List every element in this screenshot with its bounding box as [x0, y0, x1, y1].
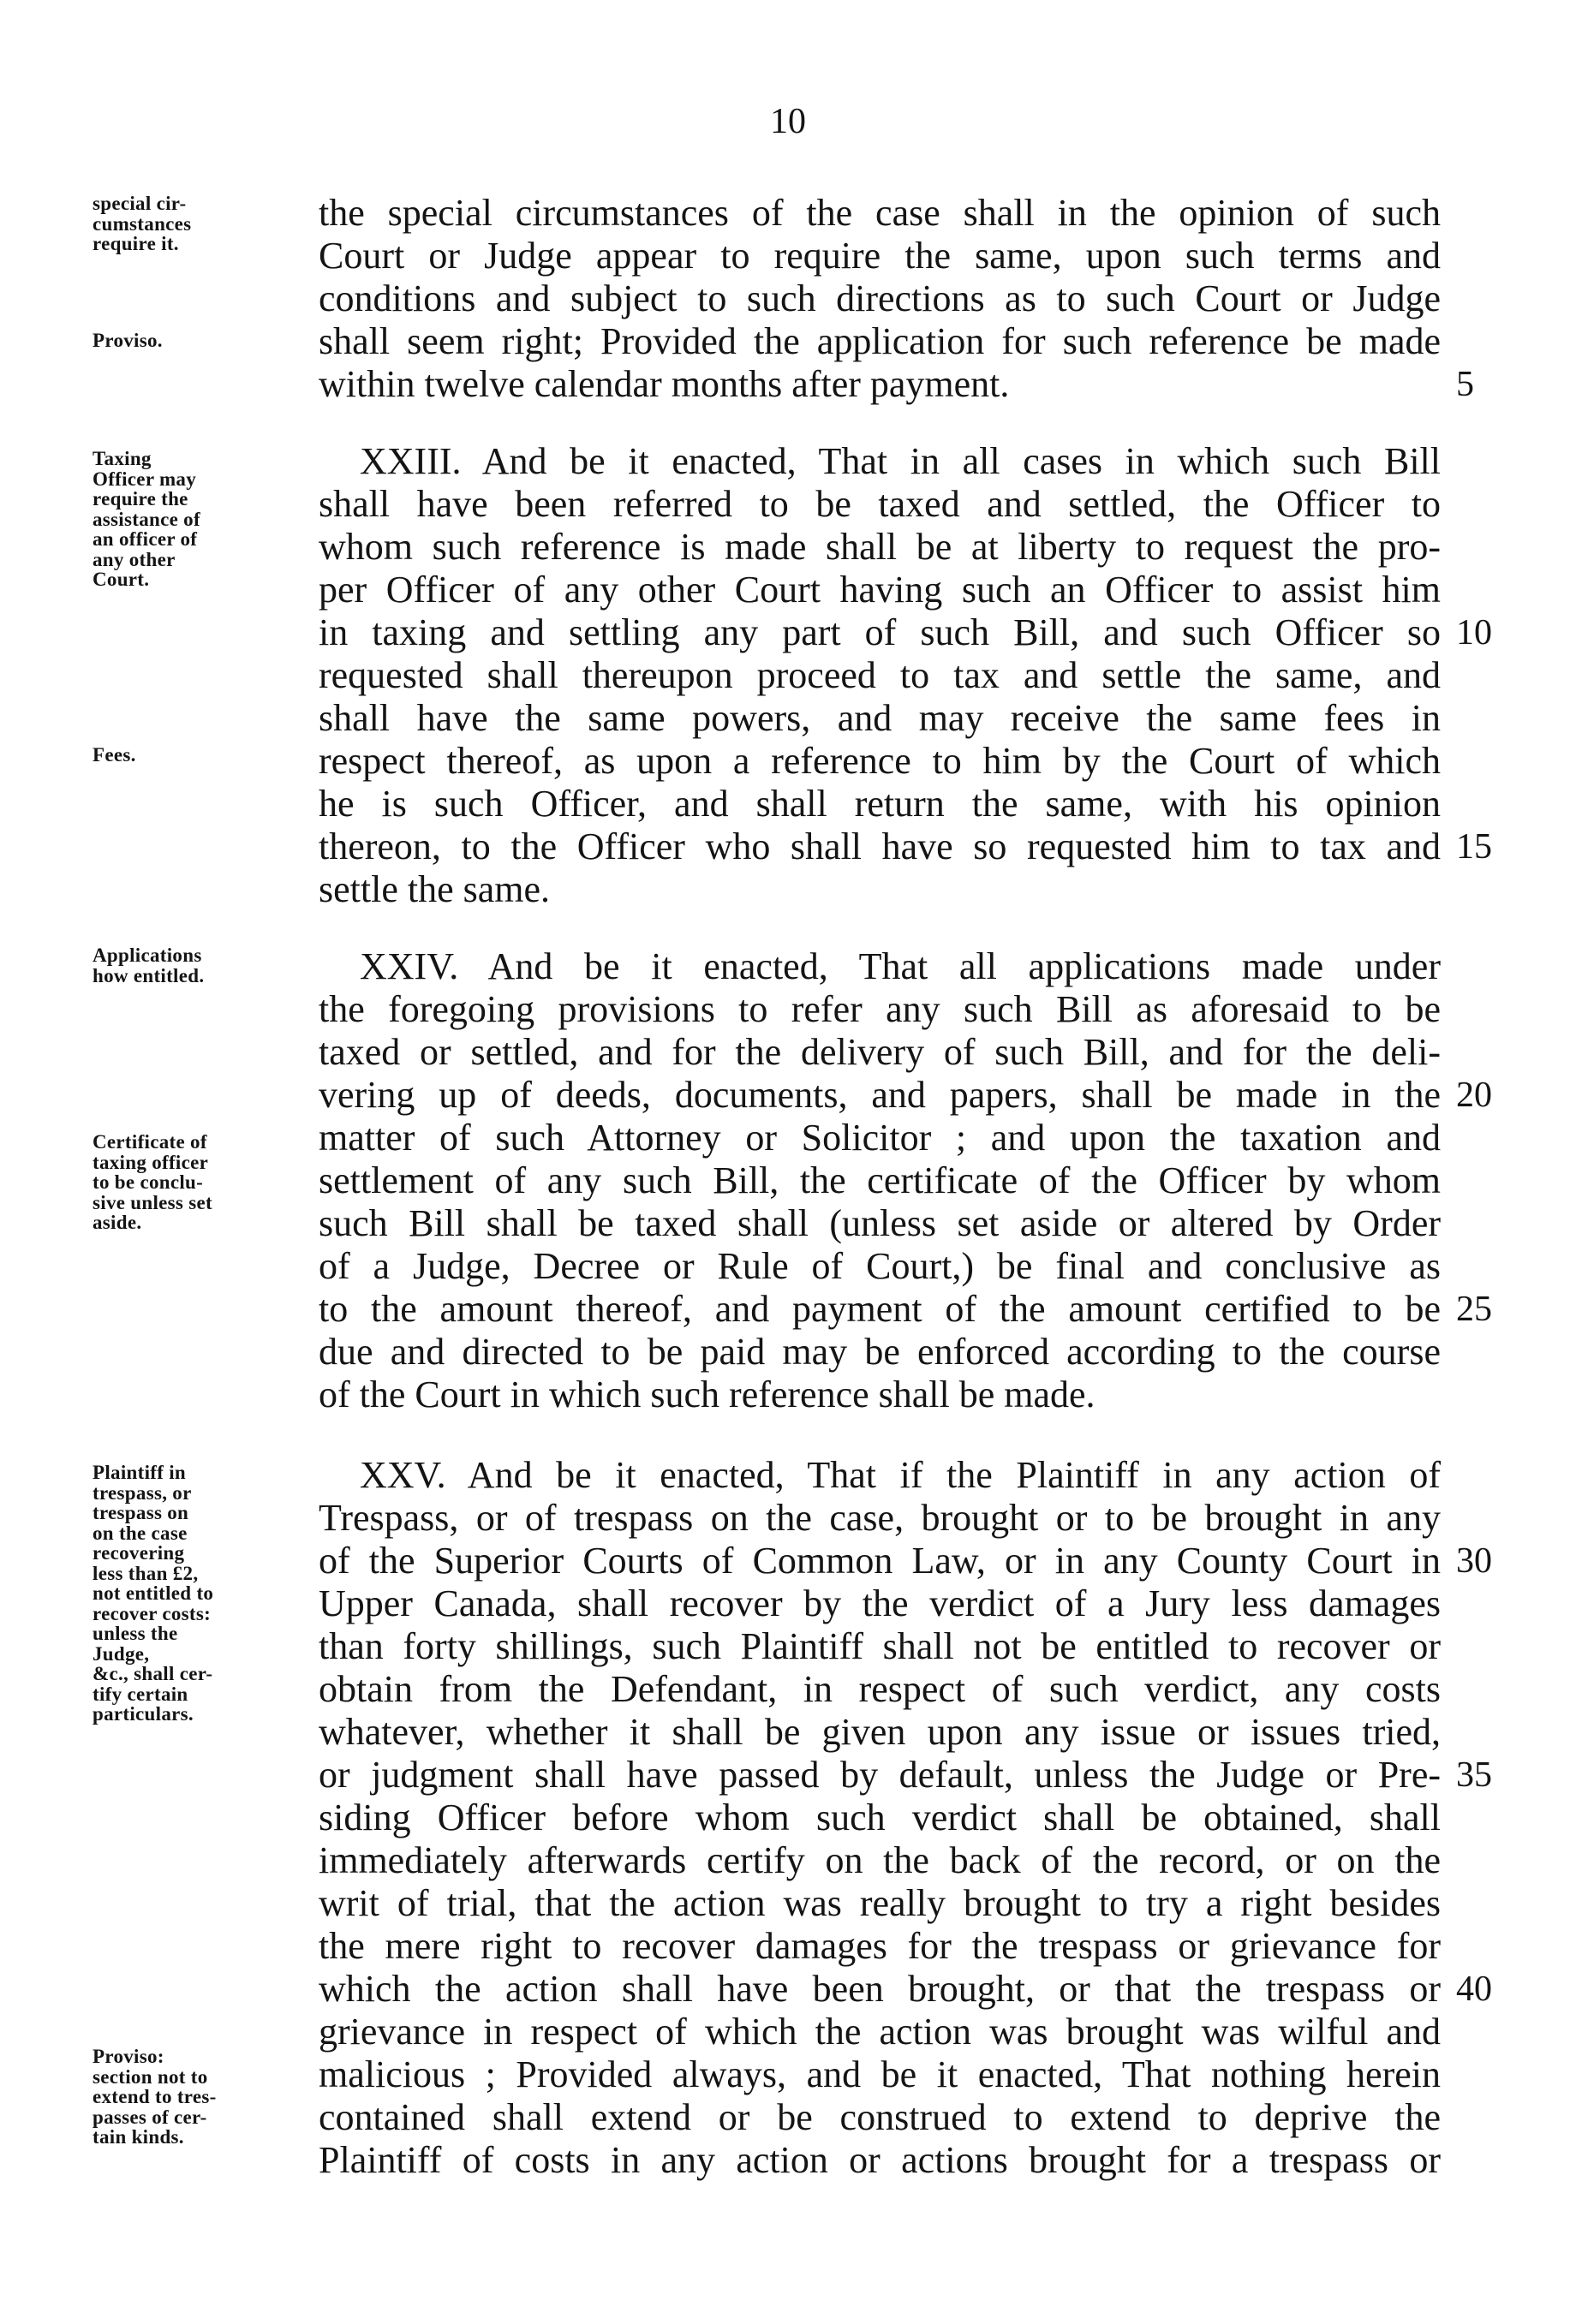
text-line: XXV. And be it enacted, That if the Plaintiff in any action of: [360, 1454, 1441, 1496]
page-number: 10: [770, 102, 806, 141]
text-line: shall have been referred to be taxed and settled, the Officer to: [319, 483, 1441, 525]
text-line: of the Court in which such reference shall be made.: [319, 1374, 1095, 1415]
text-line: requested shall thereupon proceed to tax and settle the same, and: [319, 654, 1441, 696]
text-line: writ of trial, that the action was really brought to try a right besides: [319, 1882, 1441, 1924]
text-line: whom such reference is made shall be at liberty to request the pro-: [319, 526, 1441, 568]
margin-note-proviso-section: Proviso: section not to extend to tres- passes of cer- tain kinds.: [93, 2046, 217, 2148]
text-line: such Bill shall be taxed shall (unless set aside or altered by Order: [319, 1202, 1441, 1244]
text-line: to the amount thereof, and payment of the amount certified to be: [319, 1288, 1441, 1330]
line-number-20: 20: [1456, 1076, 1492, 1115]
text-line: Court or Judge appear to require the same, upon such terms and: [319, 235, 1441, 277]
text-line: Trespass, or of trespass on the case, brought or to be brought in any: [319, 1497, 1441, 1539]
text-line: XXIV. And be it enacted, That all applications made under: [360, 945, 1441, 987]
text-line: contained shall extend or be construed to extend to deprive the: [319, 2096, 1441, 2138]
margin-note-applications: Applications how entitled.: [93, 944, 205, 986]
text-line: Plaintiff of costs in any action or actions brought for a trespass or: [319, 2139, 1441, 2181]
text-line: shall seem right; Provided the application for such reference be made: [319, 320, 1441, 362]
text-line: taxed or settled, and for the delivery of such Bill, and for the deli-: [319, 1031, 1441, 1073]
text-line: the special circumstances of the case shall in the opinion of such: [319, 192, 1441, 234]
text-line: than forty shillings, such Plaintiff shall not be entitled to recover or: [319, 1625, 1441, 1667]
line-number-10: 10: [1456, 613, 1492, 653]
text-line: obtain from the Defendant, in respect of such verdict, any costs: [319, 1668, 1441, 1710]
text-line: conditions and subject to such directions as to such Court or Judge: [319, 277, 1441, 319]
text-line: per Officer of any other Court having such an Officer to assist him: [319, 569, 1441, 611]
text-line: malicious ; Provided always, and be it enacted, That nothing herein: [319, 2053, 1441, 2095]
margin-note-certificate: Certificate of taxing officer to be conclu- sive unless set aside.: [93, 1131, 212, 1233]
text-line: XXIII. And be it enacted, That in all cases in which such Bill: [360, 440, 1441, 482]
text-line: which the action shall have been brought, or that the trespass or: [319, 1968, 1441, 2010]
text-line: he is such Officer, and shall return the same, with his opinion: [319, 783, 1441, 825]
text-line: or judgment shall have passed by default, unless the Judge or Pre-: [319, 1754, 1441, 1796]
text-line: the foregoing provisions to refer any such Bill as aforesaid to be: [319, 988, 1441, 1030]
text-line: respect thereof, as upon a reference to him by the Court of which: [319, 740, 1441, 782]
text-line: matter of such Attorney or Solicitor ; and upon the taxation and: [319, 1117, 1441, 1159]
text-line: Upper Canada, shall recover by the verdict of a Jury less damages: [319, 1582, 1441, 1624]
line-number-35: 35: [1456, 1755, 1492, 1795]
text-line: due and directed to be paid may be enforced according to the course: [319, 1331, 1441, 1373]
text-line: whatever, whether it shall be given upon any issue or issues tried,: [319, 1711, 1441, 1753]
text-line: in taxing and settling any part of such Bill, and such Officer so: [319, 611, 1441, 653]
text-line: of a Judge, Decree or Rule of Court,) be final and conclusive as: [319, 1245, 1441, 1287]
text-line: settle the same.: [319, 868, 551, 910]
text-line: of the Superior Courts of Common Law, or in any County Court in: [319, 1540, 1441, 1582]
text-line: within twelve calendar months after payment.: [319, 363, 1010, 405]
text-line: thereon, to the Officer who shall have so requested him to tax and: [319, 825, 1441, 867]
line-number-15: 15: [1456, 827, 1492, 867]
margin-note-taxing-officer: Taxing Officer may require the assistance of an officer of any other Court.: [93, 448, 200, 590]
text-line: settlement of any such Bill, the certificate of the Officer by whom: [319, 1159, 1441, 1201]
text-line: shall have the same powers, and may receive the same fees in: [319, 697, 1441, 739]
line-number-5: 5: [1456, 365, 1474, 404]
text-line: vering up of deeds, documents, and papers, shall be made in the: [319, 1074, 1441, 1116]
margin-note-special-circumstances: special cir- cumstances require it.: [93, 193, 192, 254]
text-line: the mere right to recover damages for the trespass or grievance for: [319, 1925, 1441, 1967]
margin-note-fees: Fees.: [93, 744, 136, 766]
line-number-25: 25: [1456, 1290, 1492, 1329]
text-line: siding Officer before whom such verdict shall be obtained, shall: [319, 1797, 1441, 1838]
line-number-40: 40: [1456, 1969, 1492, 2009]
margin-note-proviso: Proviso.: [93, 330, 163, 351]
line-number-30: 30: [1456, 1541, 1492, 1581]
text-line: immediately afterwards certify on the back of the record, or on the: [319, 1839, 1441, 1881]
text-line: grievance in respect of which the action was brought was wilful and: [319, 2011, 1441, 2053]
margin-note-plaintiff-trespass: Plaintiff in trespass, or trespass on on the case recovering less than £2, not entitled to recover costs: unless the Judge, &c., shall cer- tify certain particulars.: [93, 1462, 214, 1725]
